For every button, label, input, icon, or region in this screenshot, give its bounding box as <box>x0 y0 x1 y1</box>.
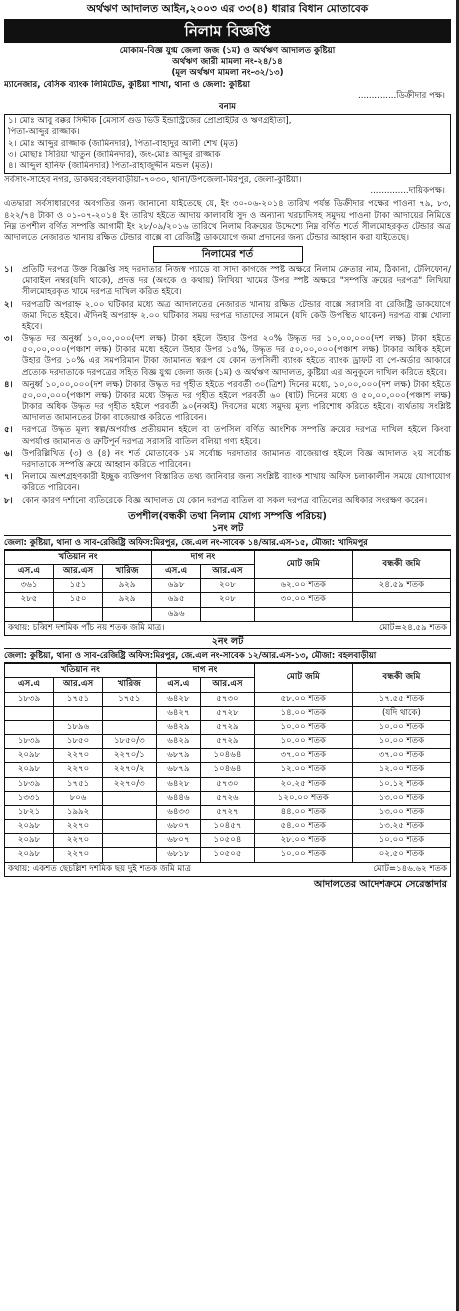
table-cell: ১২.০০ শতক <box>254 763 352 777</box>
table-cell: ১৩.২৫ শতক <box>352 820 450 834</box>
table-row <box>5 805 451 819</box>
table-cell: ৩৭.০০ শতক <box>254 749 352 763</box>
table-cell: ৩০.০০ শতক <box>254 593 352 607</box>
rs-header: আর.এস <box>54 565 103 579</box>
table-cell: ২২৭০/১ <box>103 749 157 763</box>
debtor-line: পিতা-আব্দুর রাজ্জাক। <box>8 127 80 138</box>
table-row <box>5 791 451 805</box>
kharij-header: খারিজ <box>103 678 157 692</box>
sa-header: এস.এ <box>5 678 54 692</box>
table-cell <box>254 607 352 621</box>
decree-holder-tag: ..............ডিক্রীদার পক্ষ। <box>357 90 445 101</box>
table-cell: ৬৪২৯ <box>156 735 201 749</box>
table-cell: ২৪.৫৯ শতক <box>352 579 450 593</box>
lot-2-words: কথায়: একশত ছেচল্লিশ দশমিক ছয় দুই শতক জমি মাত্র <box>8 863 192 874</box>
condition-text: নিলামে অংশগ্রহণকারী ইচ্ছুক ব্যক্তিগণ বিস্তারিত তথ্য জানিবার জন্য সংশ্লিষ্ট ব্যাংক শাখায় অফিস চলাকালীন সময়ে যোগাযোগ করিতে পারিবেন। <box>22 472 451 494</box>
dag-sa-header: এস.এ <box>152 565 201 579</box>
condition-text: কোন কারণ দর্শানো ব্যতিরেকে বিজ্ঞ আদালত যে কোন দরপত্র বাতিল বা সকল দরপত্র বাতিলের অধিকার সংরক্ষণ করেন। <box>22 495 428 506</box>
condition-item <box>4 472 451 494</box>
table-cell: ১৩.০০ শতক <box>352 805 450 819</box>
table-cell: ৫৮.০০ শতক <box>254 692 352 706</box>
condition-number: ৩। <box>4 334 13 345</box>
table-cell <box>352 593 450 607</box>
lot-1-title: ১নং লট <box>211 522 244 534</box>
table-cell: ৫৪.০০ শতক <box>254 820 352 834</box>
lot-2-rows <box>5 692 451 862</box>
table-cell: ২২৭০ <box>54 820 103 834</box>
lot-1-table <box>4 550 451 622</box>
condition-item <box>4 265 451 299</box>
lot-1-location: জেলা: কুষ্টিয়া, থানা ও সাব-রেজিষ্ট্রি অফিস:মিরপুর, জে.এল নং-সাবেক ১৪/আর.এস-১৫, মৌজা: খাদিমপুর <box>4 535 451 550</box>
table-cell: ১০.০০ শতক <box>254 848 352 862</box>
debtors-list <box>4 114 451 174</box>
table-cell: ৬৪৩৩ <box>156 805 201 819</box>
sa-header: এস.এ <box>5 565 54 579</box>
table-cell: ১০.০০ শতক <box>254 735 352 749</box>
condition-number: ৫। <box>4 425 13 436</box>
table-header-row <box>5 664 451 678</box>
lot-2-title: ২নং লট <box>211 635 244 647</box>
table-cell <box>103 820 157 834</box>
table-cell: ৬৮৭৯ <box>156 749 201 763</box>
condition-number: ১। <box>4 265 13 276</box>
table-cell: ২২৭০ <box>54 834 103 848</box>
lot-1-total <box>4 622 451 636</box>
table-cell: ১৮৯৬ <box>54 720 103 734</box>
conditions-list <box>4 265 451 507</box>
table-cell <box>5 706 54 720</box>
table-cell: ৬৯৫ <box>152 593 201 607</box>
lot-2-location: জেলা: কুষ্টিয়া, থানা ও সাব-রেজিষ্ট্রি অফিস:মিরপুর, জে.এল নং-সাবেক ১২/আর.এস-১৩, মৌজা: বহলবাড়ীয়া <box>4 648 451 663</box>
table-cell <box>103 805 157 819</box>
condition-item <box>4 496 451 507</box>
debtor-line: ২। মোঃ আব্দুর রাজ্জাক (জামিনদার), পিতা-বাহাদুর আলী শেখ (মৃত) <box>8 138 238 149</box>
table-cell: ৫৭২৭ <box>201 805 255 819</box>
table-cell: ২২৭০ <box>54 749 103 763</box>
schedule-title: তপশীল(বন্ধকী তথা নিলাম যোগ্য সম্পত্তি পরিচয়) <box>128 510 327 522</box>
table-cell: ২২৭০ <box>54 848 103 862</box>
table-row <box>5 848 451 862</box>
condition-item <box>4 425 451 447</box>
table-cell: ০২.৫০ শতক <box>352 848 450 862</box>
table-cell <box>103 791 157 805</box>
table-cell: ২৮৫ <box>5 593 54 607</box>
condition-number: ৭। <box>4 472 13 483</box>
table-row <box>5 692 451 706</box>
versus-label: বনাম <box>218 102 237 112</box>
court-line: মোকাম-বিজ্ঞ যুগ্ম জেলা জজ (১ম) ও অর্থঋণ আদালত কুষ্টিয়া <box>119 46 336 57</box>
table-row <box>5 820 451 834</box>
table-cell: ২০.২৫ শতক <box>254 777 352 791</box>
condition-item <box>4 380 451 425</box>
table-cell: ৮০৬ <box>54 791 103 805</box>
table-cell: ৬৪২৭ <box>156 706 201 720</box>
table-cell: ৬৯৮ <box>152 579 201 593</box>
debtor-line: ৩। মোছাঃ সিরিয়া খাতুন (জামিনদার), জং-মোঃ আব্দুর রাজ্জাক <box>8 149 221 160</box>
total-land-header: মোট জমি <box>254 664 352 692</box>
table-cell: ৬৪৪৬ <box>156 791 201 805</box>
table-cell: ৬৮১৮ <box>156 848 201 862</box>
table-cell: ১৮৫০ <box>54 735 103 749</box>
total-land-header: মোট জমি <box>254 550 352 578</box>
table-cell: ৬৮০৭ <box>156 820 201 834</box>
dag-rs-header: আর.এস <box>201 565 255 579</box>
debtor-tag: ..............দায়িকপক্ষ। <box>370 186 445 197</box>
lot-1-words: কথায়: চব্বিশ দশমিক পাঁচ নয় শতক জমি মাত্র। <box>8 622 165 633</box>
dag-header: দাগ নং <box>152 550 255 564</box>
table-cell: ১০৪৬৪ <box>201 763 255 777</box>
table-cell: ১০.০০ শতক <box>352 720 450 734</box>
table-cell: ২০৯৮ <box>5 763 54 777</box>
table-cell <box>201 607 255 621</box>
table-cell: ১৭.৫৫ শতক <box>352 692 450 706</box>
table-cell: ৬৯৬ <box>152 607 201 621</box>
kharij-header: খারিজ <box>103 565 152 579</box>
table-cell: ১৯৯২ <box>54 805 103 819</box>
table-cell: (যদি থাকে) <box>352 706 450 720</box>
decree-holder: ম্যানেজার, বেসিক ব্যাংক লিমিটেড, কুষ্টিয়া শাখা, থানা ও জেলা: কুষ্টিয়া <box>4 79 250 90</box>
table-cell: ৯২৯ <box>103 579 152 593</box>
table-row <box>5 593 451 607</box>
table-header-row <box>5 550 451 564</box>
rs-header: আর.এস <box>54 678 103 692</box>
table-cell: ১৮৩৯ <box>5 777 54 791</box>
notice-title: নিলাম বিজ্ঞপ্তি <box>4 19 451 44</box>
mortgaged-land-header: বন্ধকী জমি <box>352 664 450 692</box>
condition-item <box>4 300 451 334</box>
table-cell: ২০৮ <box>201 593 255 607</box>
table-row <box>5 607 451 621</box>
table-cell: ১০.০০ শতক <box>352 834 450 848</box>
table-cell: ২০৯৮ <box>5 820 54 834</box>
table-cell: ২৮.০০ শতক <box>254 834 352 848</box>
table-row <box>5 720 451 734</box>
condition-text: দরপত্রটি অপরাহ্ন ২.০০ ঘটিকার মধ্যে অত্র আদালতের নেজারত খানায় রক্ষিত টেন্ডার বাক্সে সরাসরি বা রেজিষ্ট্রি ডাকযোগে জমা দিতে হইবে। ঐদিনই অপরাহ্ন ২.০০ ঘটিকার সময় দরপত্র দাতাদের সামনে (যদি কেউ উপস্থিত থাকেন) দরপত্র বাক্স খোলা হইবে। <box>22 299 451 332</box>
table-cell: ৯২৯ <box>103 593 152 607</box>
table-cell: ১৫০ <box>54 593 103 607</box>
khatian-header: খতিয়ান নং <box>5 664 157 678</box>
table-cell: ২০৯৮ <box>5 749 54 763</box>
original-case-number: (মূল অর্থঋণ মামলা নং-৩২/১৩) <box>171 68 284 79</box>
condition-item <box>4 334 451 379</box>
lot-2-table <box>4 663 451 862</box>
table-row <box>5 579 451 593</box>
table-cell: ১৫১ <box>54 579 103 593</box>
table-cell <box>103 720 157 734</box>
case-number: অর্থঋণ জারী মামলা নং-২৪/১৪ <box>172 57 283 68</box>
condition-text: প্রতিটি দরপত্র উক্ত বিজ্ঞপ্তি সহ দরদাতার নিজস্ব প্যাডে বা সাদা কাগজে স্পষ্ট অক্ষরে নিলাম ক্রেতার নাম, ঠিকানা, টেলিফোন/মোবাইল নম্বর(যদি থাকে), প্রদত্ত দর (অংকে ও কথায়) লিখিয়া খামের উপর স্পষ্ট অক্ষরে "সম্পত্তি ক্রয়ের দরপত্র" লিখিয়া সীলমোহরকৃত খামে দরপত্র দাখিল করিত হইবে। <box>22 265 451 298</box>
table-cell: ৫৭২৬ <box>201 791 255 805</box>
table-cell: ১০৪৫৭ <box>201 820 255 834</box>
table-cell: ১০৫০৫ <box>201 848 255 862</box>
table-cell: ৬৮৭৯ <box>156 763 201 777</box>
table-cell: ৫৭২৯ <box>201 720 255 734</box>
condition-number: ৮। <box>4 495 13 506</box>
table-cell: ২২৭০/৩ <box>103 777 157 791</box>
condition-number: ৬। <box>4 448 13 459</box>
table-cell: ১০.০০ শতক <box>254 720 352 734</box>
table-cell: ৪৪.০০ শতক <box>254 805 352 819</box>
condition-text: উদ্ধৃত দর অনুর্ধ্ব ১০,০০,০০০(দশ লক্ষ) টাকা হইলে উহার উপর ২০% উদ্ধৃত দর ১০,০০,০০০(দশ লক্ষ) টাকা হইতে ৫০,০০,০০০(পঞ্চাশ লক্ষ) টাকার মধ্যে হইলে উহার উপর ১৫%, উদ্ধৃত দর ৫০,০০,০০০(পঞ্চাশ লক্ষ) টাকার অধিক হইলে উহার উপর ১০% এর সমপরিমান টাকা জামানত স্বরূপ যে কোন তপসিলী ব্যাংক হইতে ব্যাংক ড্রাফট বা পে-অর্ডার আকারে প্রত্যেক দরদাতাকে দরপত্রের সহিত বিজ্ঞ যুগ্ম জেলা জজ (১ম) ও অর্থঋণ আদালত, কুষ্টিয়া এর অনুকূলে দাখিল করিতে হইবে। <box>22 334 451 378</box>
table-row <box>5 749 451 763</box>
table-cell <box>103 848 157 862</box>
table-cell: ৩৭.০০ শতক <box>352 749 450 763</box>
condition-text: উপরিল্লিখিত (৩) ও (৪) নং শর্ত মোতাবেক ১ম সর্বোচ্চ দরদাতার জামানত বাজেয়াপ্ত হইলে বিজ্ঞ আদালত ২য় সর্বোচ্চ দরদাতাকে সম্পত্তি ক্রয়ে আহ্বান করিতে পারিবেন। <box>22 448 451 470</box>
table-cell: ১৮৩৯ <box>5 692 54 706</box>
dag-rs-header: আর.এস <box>201 678 255 692</box>
intro-paragraph: এতদ্বারা সর্বসাধারণের অবগতির জন্য জানানো যাইতেছে যে, ইং ৩০-০৬-২০১৪ তারিখ পর্যন্ত ডিক্রীদার পক্ষের পাওনা ৭৯, ৮৩, ৪২২/৭৪ টাকা ও ০১-০৭-২০১৪ ইং তারিখ হইতে আদায় কালাবধি সুদ ও অন্যান্য খরচাদিসহ সমুদয় পাওনা টাকা আদায়ের নিমিত্তে নিম্ন তপশীল বর্ণিত সম্পত্তি আগামী ইং ২৮/০৯/২০১৬ তারিখে নিলাম বিক্রয়ের উদ্দেশ্যে নিম্ন বর্ণিত শর্তে সীলমোহরকৃত টেন্ডার অত্র আদালতে নেজারত খানায় রক্ষিত টেন্ডার বাক্সে বা রেজিষ্ট্রি ডাকযোগে জমা প্রদানের জন্য টেন্ডার আহ্বান করা যাইতেছে। <box>4 199 451 243</box>
condition-text: দরপত্রে উদ্ধৃত মূল্য স্বল্প/অপর্যাপ্ত প্রতীয়মান হইলে বা তপসিল বর্ণিত আংশিক সম্পত্তি ক্রয়ের দরপত্র দাখিল হইলে কিংবা অপর্যাপ্ত জামানত ও ত্রুটিপূর্ন দরপত্র সরাসরি বাতিল বলিয়া গণ্য হইবে। <box>22 425 451 447</box>
mortgaged-land-header: বন্ধকী জমি <box>352 550 450 578</box>
table-row <box>5 735 451 749</box>
table-cell: ৫৭২৮ <box>201 706 255 720</box>
table-cell: ২০৯৮ <box>5 834 54 848</box>
table-cell <box>5 607 54 621</box>
table-cell: ৬৪২৮ <box>156 777 201 791</box>
table-cell: ২২৭০ <box>54 763 103 777</box>
table-cell <box>103 834 157 848</box>
table-cell: ১৪.০০ শতক <box>254 706 352 720</box>
table-cell: ৬৮০৭ <box>156 834 201 848</box>
table-cell <box>54 706 103 720</box>
table-cell: ১৮২১ <box>5 805 54 819</box>
condition-item <box>4 449 451 471</box>
law-reference: অর্থঋণ আদালত আইন,২০০৩ এর ৩৩(৪) ধারার বিধান মোতাবেক <box>86 3 369 15</box>
debtors-address: সর্বসাং-সাহেব নগর, ডাকঘর:বহলবাড়ীয়া-৭০৩০, থানা/উপজেলা-মিরপুর, জেলা-কুষ্টিয়া। <box>4 175 302 186</box>
table-row <box>5 834 451 848</box>
table-cell: ১২০.০০ শতক <box>254 791 352 805</box>
table-cell: ১০.১২ শতক <box>352 777 450 791</box>
table-cell: ১০৫০৪ <box>201 834 255 848</box>
dag-sa-header: এস.এ <box>156 678 201 692</box>
table-cell: ৫৭২৯ <box>201 735 255 749</box>
table-cell <box>54 607 103 621</box>
table-cell <box>5 720 54 734</box>
debtor-line: ১। মোঃ আবু বক্কর সিদ্দীক [মেসার্স গুড ভিউ ইন্ডাস্ট্রিজের প্রোপ্রাইটর ও ঋণগ্রহীতা], <box>8 116 292 127</box>
conditions-heading: নিলামের শর্ত <box>153 246 303 263</box>
table-cell: ২২৭০/২ <box>103 763 157 777</box>
table-cell: ১৮৫০/৩ <box>103 735 157 749</box>
table-cell: ১৩৩১ <box>5 791 54 805</box>
signature-line: আদালতের আদেশক্রমে সেরেস্তাদার <box>314 878 447 890</box>
table-cell: ৬২.০০ শতক <box>254 579 352 593</box>
table-cell: ১২.০০ শতক <box>352 763 450 777</box>
table-cell: ১৭৫১ <box>103 692 157 706</box>
dag-header: দাগ নং <box>156 664 254 678</box>
table-cell: ৬৪২৮ <box>156 692 201 706</box>
table-cell: ১০৪৬৪ <box>201 749 255 763</box>
table-cell: ৫৭৩০ <box>201 692 255 706</box>
table-row <box>5 763 451 777</box>
table-cell: ৬৪২৯ <box>156 720 201 734</box>
table-row <box>5 706 451 720</box>
table-cell: ৫৭৩০ <box>201 777 255 791</box>
debtor-line: ৪। আব্দুল হানিফ (জামিনদার) পিতা-রাহাজুদ্দীন মন্ডল (মৃত)। <box>8 160 213 171</box>
lot-2-total-value: মোট=১৪৬.৬২ শতক <box>373 863 447 874</box>
table-cell: ১৩.০০ শতক <box>352 791 450 805</box>
lot-2-total <box>4 863 451 877</box>
table-cell: ১০.০০ শতক <box>352 735 450 749</box>
table-cell: ২০৯৮ <box>5 848 54 862</box>
lot-1-total-value: মোট=২৪.৫৯ শতক <box>379 622 447 633</box>
table-cell: ২০৮ <box>201 579 255 593</box>
table-cell: ১৭৫১ <box>54 777 103 791</box>
table-cell: ১৮৩৯ <box>5 735 54 749</box>
table-cell <box>103 607 152 621</box>
table-cell <box>103 706 157 720</box>
table-cell: ১৭৫১ <box>54 692 103 706</box>
condition-text: অনুর্ধ্ব ১০,০০,০০০(দশ লক্ষ) টাকার উদ্ধৃত দর গৃহীত হইতে পরবর্তী ৩০(ত্রিশ) দিনের মধ্যে, ১০,০০,০০০(দশ লক্ষ) টাকা হইতে ৫০,০০,০০০(পঞ্চাশ লক্ষ) টাকার মধ্যে উদ্ধৃত দর গৃহীত হইলে পরবর্তী ৬০ (ষাট) দিনের মধ্যে ও ৫০,০০,০০০(পঞ্চাশ লক্ষ) টাকার অধিক উদ্ধৃত দর গৃহীত হইলে পরবর্তী ৯০(নব্বই) দিবসের মধ্যে সমুদয় মূল্য পরিশোধ করিতে হইবে। ব্যর্থতায় সংশ্লিষ্ট আদালত জামানতের টাকা বাজেয়াপ্ত করিতে পারিবেন। <box>22 379 451 424</box>
condition-number: ২। <box>4 299 13 310</box>
table-cell <box>352 607 450 621</box>
lot-1-rows <box>5 579 451 622</box>
table-cell: ৩৬১ <box>5 579 54 593</box>
table-row <box>5 777 451 791</box>
khatian-header: খতিয়ান নং <box>5 550 152 564</box>
condition-number: ৪। <box>4 379 13 390</box>
